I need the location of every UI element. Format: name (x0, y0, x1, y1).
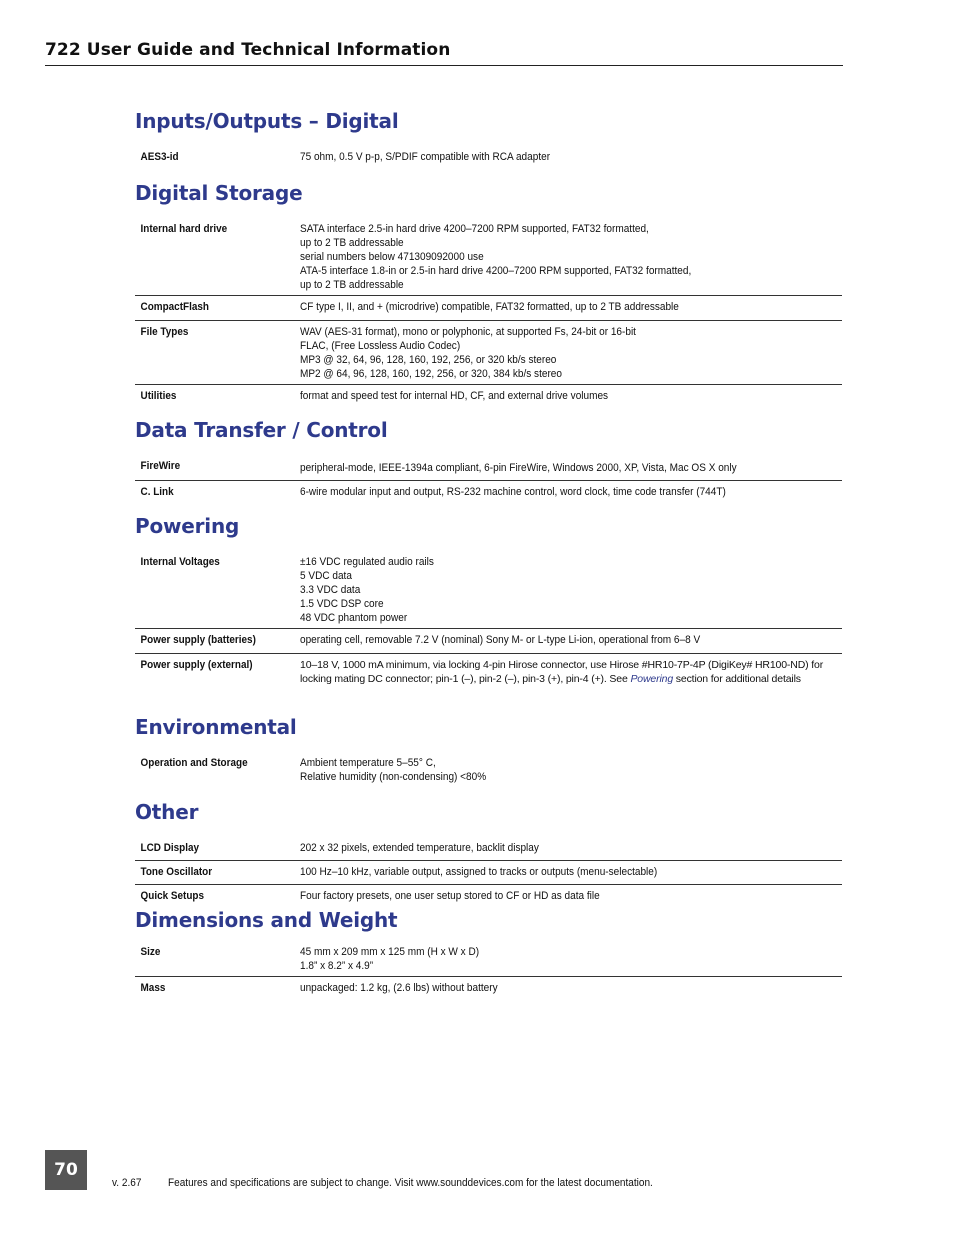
page-header-title: 722 User Guide and Technical Information (45, 40, 451, 60)
spec-row-size (135, 945, 842, 977)
section-title: Other (135, 800, 199, 824)
spec-label: Quick Setups (140, 890, 204, 903)
spec-line: SATA interface 2.5-in hard drive 4200–7200 RPM supported, FAT32 formatted, (300, 223, 649, 235)
section-powering (135, 514, 842, 686)
spec-line: up to 2 TB addressable (300, 237, 404, 250)
spec-value (300, 865, 842, 879)
spec-line: 1.5 VDC DSP core (300, 598, 384, 611)
spec-row-internal-voltages (135, 555, 842, 629)
section-dimensions (135, 908, 842, 995)
spec-line: unpackaged: 1.2 kg, (2.6 lbs) without battery (300, 982, 498, 995)
spec-row-aes3 (135, 150, 842, 164)
spec-value (300, 150, 842, 164)
spec-line: ±16 VDC regulated audio rails (300, 556, 434, 568)
footer-notice: Features and specifications are subject to change. Visit www.sounddevices.com for the latest documentation. (168, 1177, 653, 1189)
section-title: Digital Storage (135, 181, 303, 205)
spec-line: Relative humidity (non-condensing) <80% (300, 771, 487, 784)
spec-line: peripheral-mode, IEEE-1394a compliant, 6-pin FireWire, Windows 2000, XP, Vista, Mac OS X only (300, 462, 737, 474)
spec-text: 10–18 V, 1000 mA minimum, via locking 4-pin Hirose connector, use Hirose #HR10-7P-4P (DigiKey# HR100-ND) for locking mating DC connector; pin-1 (–), pin-2 (–), pin-3 (+), pin-4 (+). See (300, 658, 824, 685)
spec-line: CF type I, II, and + (microdrive) compatible, FAT32 formatted, up to 2 TB addressable (300, 301, 679, 314)
spec-line: MP2 @ 64, 96, 128, 160, 192, 256, or 320, 384 kb/s stereo (300, 367, 562, 380)
spec-line: 48 VDC phantom power (300, 612, 408, 625)
spec-line: 6-wire modular input and output, RS-232 machine control, word clock, time code transfer (744T) (300, 486, 726, 499)
spec-line: 202 x 32 pixels, extended temperature, backlit display (300, 842, 539, 854)
header-rule (45, 65, 843, 66)
section-title: Data Transfer / Control (135, 418, 388, 442)
spec-row-firewire (135, 459, 842, 481)
spec-row-tone-oscillator (135, 861, 842, 885)
spec-value (300, 389, 842, 403)
spec-value (300, 945, 842, 973)
spec-row-operation-storage (135, 756, 842, 784)
spec-value (300, 756, 842, 784)
spec-line: MP3 @ 32, 64, 96, 128, 160, 192, 256, or 320 kb/s stereo (300, 353, 557, 366)
spec-line: format and speed test for internal HD, CF, and external drive volumes (300, 389, 609, 402)
spec-row-compactflash (135, 296, 842, 320)
spec-value (300, 222, 842, 292)
section-title: Dimensions and Weight (135, 908, 398, 932)
footer-version: v. 2.67 (112, 1177, 142, 1189)
spec-label: LCD Display (140, 842, 200, 854)
spec-row-power-supply-batteries (135, 629, 842, 653)
spec-row-lcd-display (135, 841, 842, 861)
spec-value (300, 459, 842, 475)
spec-value (300, 889, 842, 903)
spec-label: Internal hard drive (140, 223, 228, 235)
spec-text: section for additional details (673, 672, 801, 685)
spec-line: FLAC, (Free Lossless Audio Codec) (300, 339, 461, 352)
spec-row-internal-hard-drive (135, 222, 842, 296)
page-number: 70 (45, 1150, 87, 1190)
spec-line: 3.3 VDC data (300, 584, 361, 597)
spec-line: 1.8” x 8.2” x 4.9” (300, 960, 374, 973)
spec-label: Utilities (140, 389, 177, 402)
spec-value (300, 841, 842, 855)
spec-line: Four factory presets, one user setup stored to CF or HD as data file (300, 890, 600, 903)
spec-label: AES3-id (140, 151, 179, 163)
spec-row-mass (135, 977, 842, 995)
section-other (135, 800, 842, 903)
spec-label: File Types (140, 325, 189, 338)
spec-label: C. Link (140, 486, 174, 499)
section-data-transfer (135, 418, 842, 499)
spec-line: 45 mm x 209 mm x 125 mm (H x W x D) (300, 946, 480, 958)
spec-line: 75 ohm, 0.5 V p-p, S/PDIF compatible with RCA adapter (300, 151, 551, 163)
spec-row-utilities (135, 385, 842, 403)
spec-line: serial numbers below 471309092000 use (300, 251, 484, 264)
spec-value (300, 658, 842, 686)
spec-row-power-supply-external (135, 654, 842, 686)
section-environmental (135, 715, 842, 784)
spec-line: 100 Hz–10 kHz, variable output, assigned to tracks or outputs (menu-selectable) (300, 866, 658, 879)
spec-label: Tone Oscillator (140, 866, 213, 879)
spec-value (300, 325, 842, 381)
spec-label: Power supply (external) (140, 658, 253, 671)
spec-value (300, 981, 842, 995)
spec-line: 5 VDC data (300, 570, 352, 583)
section-title: Inputs/Outputs – Digital (135, 109, 399, 133)
spec-label: CompactFlash (140, 301, 209, 314)
spec-row-quick-setups (135, 885, 842, 903)
spec-label: FireWire (140, 460, 181, 472)
spec-row-file-types (135, 321, 842, 385)
spec-line: ATA-5 interface 1.8-in or 2.5-in hard drive 4200–7200 RPM supported, FAT32 formatted, (300, 265, 692, 278)
spec-value (300, 300, 842, 314)
spec-value (300, 485, 842, 499)
spec-label: Power supply (batteries) (140, 634, 256, 647)
spec-label: Operation and Storage (140, 757, 248, 769)
section-io-digital (135, 109, 842, 164)
spec-line: up to 2 TB addressable (300, 279, 404, 292)
section-title: Powering (135, 514, 240, 538)
spec-line: operating cell, removable 7.2 V (nominal) Sony M- or L-type Li-ion, operational from 6–8 V (300, 634, 701, 647)
spec-line: Ambient temperature 5–55° C, (300, 757, 436, 769)
spec-line: WAV (AES-31 format), mono or polyphonic, at supported Fs, 24-bit or 16-bit (300, 325, 636, 338)
spec-label: Internal Voltages (140, 556, 220, 568)
spec-value (300, 633, 842, 647)
spec-value (300, 555, 842, 625)
spec-row-c-link (135, 481, 842, 499)
section-digital-storage (135, 181, 842, 403)
spec-label: Mass (140, 982, 166, 995)
spec-label: Size (140, 946, 161, 958)
section-title: Environmental (135, 715, 297, 739)
powering-link[interactable]: Powering (630, 672, 674, 685)
